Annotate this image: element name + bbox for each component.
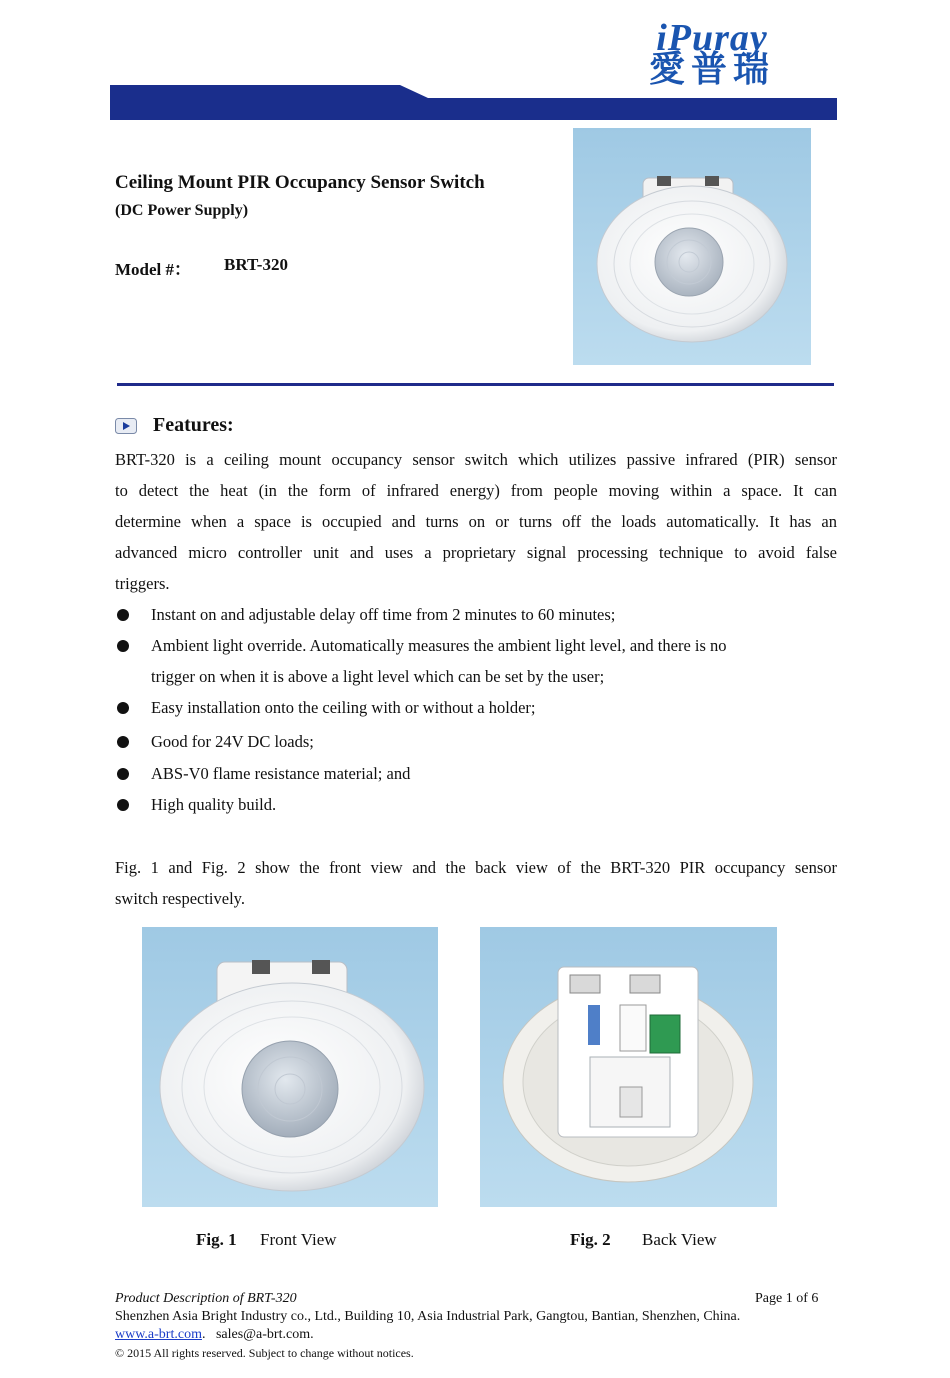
page-subtitle: (DC Power Supply) [115, 202, 249, 219]
brand-logo-cjk: 愛普瑞 [648, 49, 775, 90]
features-intro [115, 444, 837, 599]
footer-product: Product Description of BRT-320 [115, 1291, 297, 1306]
bullet-dot-icon [117, 609, 129, 621]
sensor-front-illustration [573, 128, 811, 365]
bullet-dot-icon [117, 702, 129, 714]
footer-copyright: © 2015 All rights reserved. Subject to change without notices. [115, 1346, 414, 1360]
website-link[interactable]: www.a-brt.com [115, 1327, 202, 1342]
figures-line: switch respectively. [115, 889, 245, 908]
intro-line: determine when a space is occupied and turns on or turns off the loads automatically. It has an [115, 512, 837, 531]
intro-line: advanced micro controller unit and uses a proprietary signal processing technique to avoid false [115, 543, 837, 562]
intro-line: BRT-320 is a ceiling mount occupancy sensor switch which utilizes passive infrared (PIR) sensor [115, 450, 837, 469]
features-heading: Features: [153, 414, 234, 436]
figures-line: Fig. 1 and Fig. 2 show the front view and the back view of the BRT-320 PIR occupancy sensor [115, 858, 837, 877]
figure-2-caption-label: Back View [642, 1230, 717, 1249]
bullet-dot-icon [117, 736, 129, 748]
bullet-dot-icon [117, 640, 129, 652]
page-title: Ceiling Mount PIR Occupancy Sensor Switch [115, 172, 485, 193]
brand-logo-latin: iPuray [656, 17, 768, 59]
bullet-dot-icon [117, 799, 129, 811]
figure-2-caption-number: Fig. 2 [570, 1230, 611, 1249]
sensor-front-illustration [142, 927, 438, 1207]
header-banner [110, 84, 837, 120]
figure-front-view [142, 927, 438, 1207]
footer-address: Shenzhen Asia Bright Industry co., Ltd., Building 10, Asia Industrial Park, Gangtou, Bantian, Shenzhen, China. [115, 1309, 741, 1324]
model-value: BRT-320 [224, 255, 288, 274]
model-label: Model #： [115, 260, 192, 279]
email-text: sales@a-brt.com. [215, 1327, 314, 1342]
section-divider [117, 383, 834, 386]
intro-line: triggers. [115, 574, 170, 593]
intro-line: to detect the heat (in the form of infrared energy) from people moving within a space. It can [115, 481, 837, 500]
footer-page-number: Page 1 of 6 [755, 1291, 819, 1306]
play-arrow-icon [115, 418, 137, 434]
bullet-dot-icon [117, 768, 129, 780]
footer-contact [115, 1326, 314, 1344]
figure-1-caption-label: Front View [260, 1230, 337, 1249]
website-suffix: . [201, 1327, 206, 1342]
figures-intro [115, 852, 837, 914]
product-photo-hero [573, 128, 811, 365]
sensor-back-illustration [480, 927, 777, 1207]
figure-1-caption-number: Fig. 1 [196, 1230, 237, 1249]
figure-back-view [480, 927, 777, 1207]
